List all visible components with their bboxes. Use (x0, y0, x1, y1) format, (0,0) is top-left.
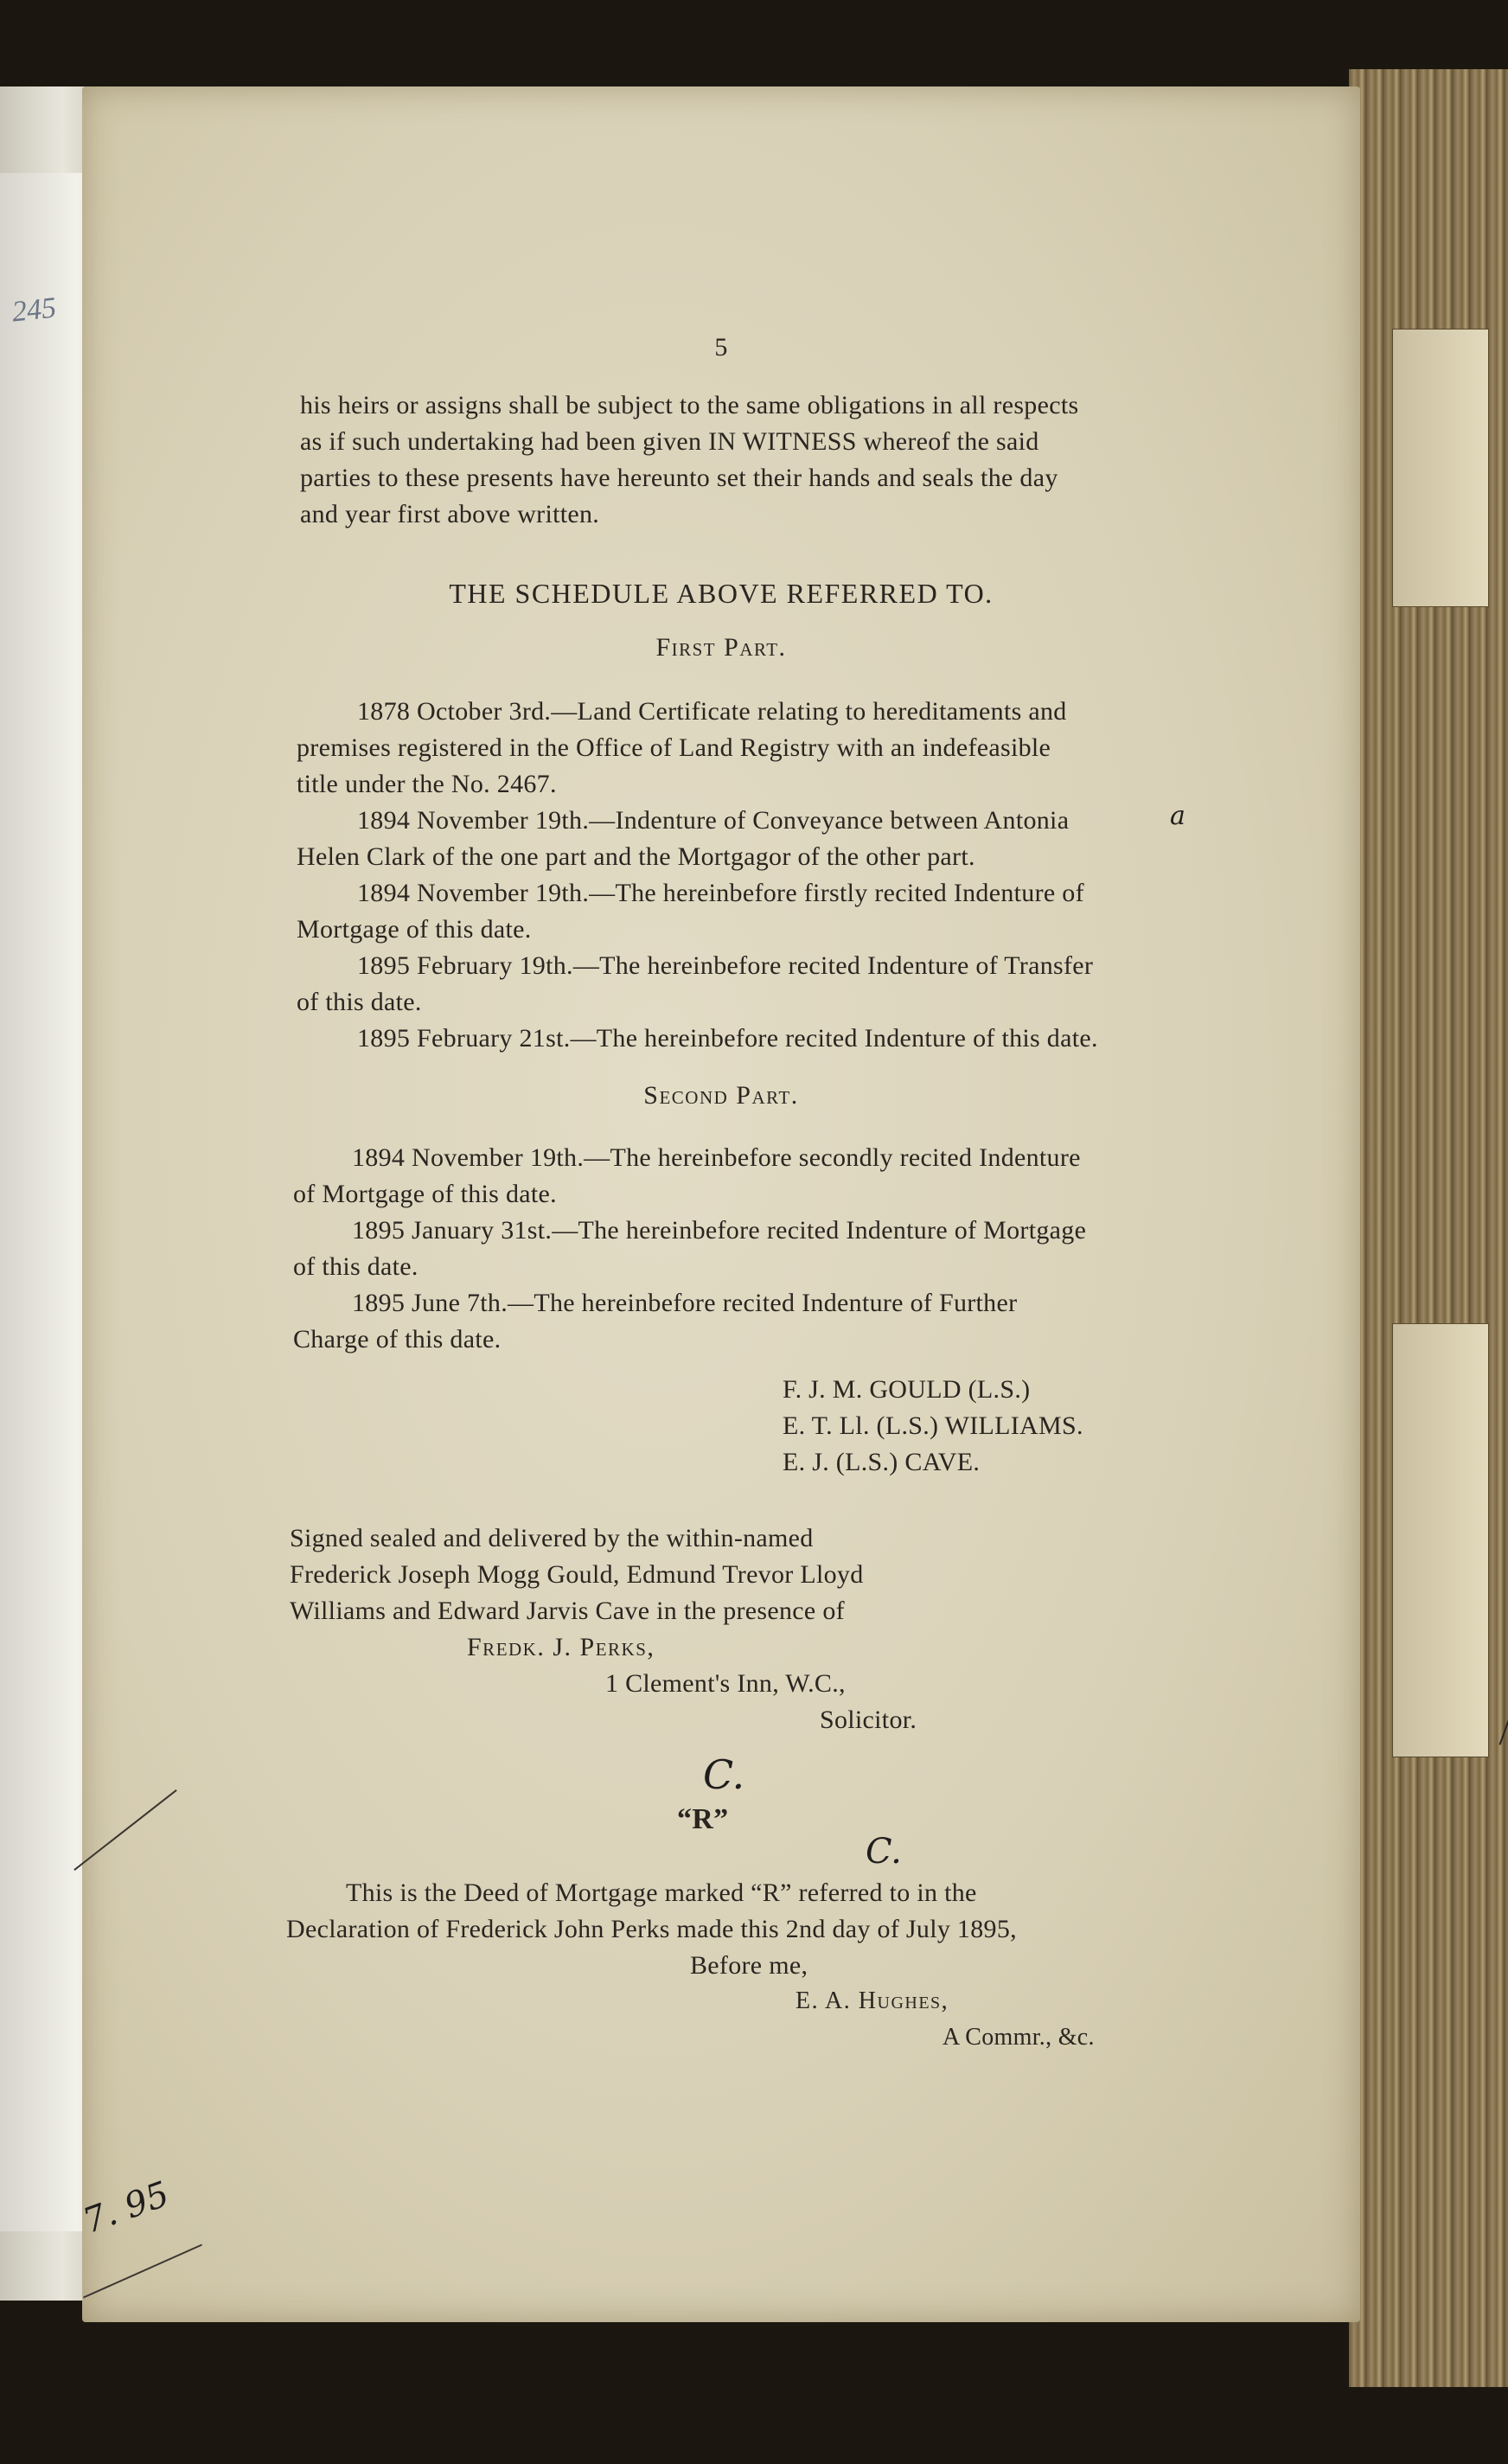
exhibit-mark: “R” (677, 1803, 729, 1835)
document-page (78, 86, 1360, 2322)
schedule-title: THE SCHEDULE ABOVE REFERRED TO. (449, 578, 994, 609)
attestation-line: Frederick Joseph Mogg Gould, Edmund Trevor Lloyd (290, 1560, 864, 1589)
witness-role: Solicitor. (820, 1706, 917, 1734)
first-part-line: 1895 February 21st.—The hereinbefore recited Indenture of this date. (357, 1024, 1098, 1053)
declaration-handwritten-mark: C. (866, 1832, 902, 1872)
signatory-gould: F. J. M. GOULD (L.S.) (783, 1375, 1031, 1404)
date-underline (83, 2244, 202, 2299)
page-tab (1392, 1323, 1489, 1757)
second-part-heading: Second Part. (643, 1081, 799, 1110)
signatory-cave: E. J. (L.S.) CAVE. (783, 1448, 981, 1476)
intro-line: and year first above written. (300, 500, 600, 528)
first-part-line: premises registered in the Office of Land Registry with an indefeasible (297, 733, 1051, 762)
declaration-line: This is the Deed of Mortgage marked “R” referred to in the (346, 1878, 977, 1907)
second-part-line: 1894 November 19th.—The hereinbefore secondly recited Indenture (352, 1143, 1081, 1172)
intro-line: his heirs or assigns shall be subject to the same obligations in all respects (300, 391, 1079, 419)
intro-line: as if such undertaking had been given IN WITNESS whereof the said (300, 427, 1039, 456)
first-part-line: title under the No. 2467. (297, 770, 557, 798)
declaration-line: Declaration of Frederick John Perks made this 2nd day of July 1895, (286, 1915, 1017, 1943)
page-number: 5 (714, 333, 728, 362)
right-stacked-pages (1349, 69, 1508, 2387)
first-part-heading: First Part. (655, 633, 787, 662)
second-part-line: of Mortgage of this date. (293, 1180, 557, 1208)
witness-address: 1 Clement's Inn, W.C., (605, 1669, 846, 1698)
first-part-line: of this date. (297, 988, 422, 1016)
witness-name: Fredk. J. Perks, (467, 1633, 655, 1661)
antonia-correction-handwriting: a (1170, 801, 1185, 831)
signatory-williams: E. T. Ll. (L.S.) WILLIAMS. (783, 1411, 1083, 1440)
attestation-line: Signed sealed and delivered by the within-named (290, 1524, 814, 1552)
first-part-line: 1878 October 3rd.—Land Certificate relating to hereditaments and (357, 697, 1067, 726)
second-part-line: Charge of this date. (293, 1325, 502, 1354)
second-part-line: 1895 January 31st.—The hereinbefore recited Indenture of Mortgage (352, 1216, 1087, 1245)
second-part-line: 1895 June 7th.—The hereinbefore recited Indenture of Further (352, 1289, 1018, 1317)
first-part-line: 1894 November 19th.—Indenture of Conveyance between Antonia (357, 806, 1070, 835)
commissioner-title: A Commr., &c. (942, 2024, 1095, 2051)
exhibit-handwritten-mark: C. (703, 1751, 745, 1798)
first-part-line: 1895 February 19th.—The hereinbefore recited Indenture of Transfer (357, 951, 1094, 980)
first-part-line: Helen Clark of the one part and the Mortgagor of the other part. (297, 842, 975, 871)
date-handwriting: 7. 95 (78, 2173, 175, 2243)
commissioner-name: E. A. Hughes, (796, 1987, 949, 2014)
intro-line: parties to these presents have hereunto set their hands and seals the day (300, 464, 1058, 492)
before-me: Before me, (690, 1951, 808, 1980)
first-part-line: Mortgage of this date. (297, 915, 532, 944)
attestation-line: Williams and Edward Jarvis Cave in the presence of (290, 1597, 845, 1625)
first-part-line: 1894 November 19th.—The hereinbefore firstly recited Indenture of (357, 879, 1084, 907)
second-part-line: of this date. (293, 1252, 419, 1281)
left-strip-handwriting: 245 (10, 291, 58, 329)
page-tab (1392, 329, 1489, 607)
tick-mark (73, 1789, 176, 1871)
